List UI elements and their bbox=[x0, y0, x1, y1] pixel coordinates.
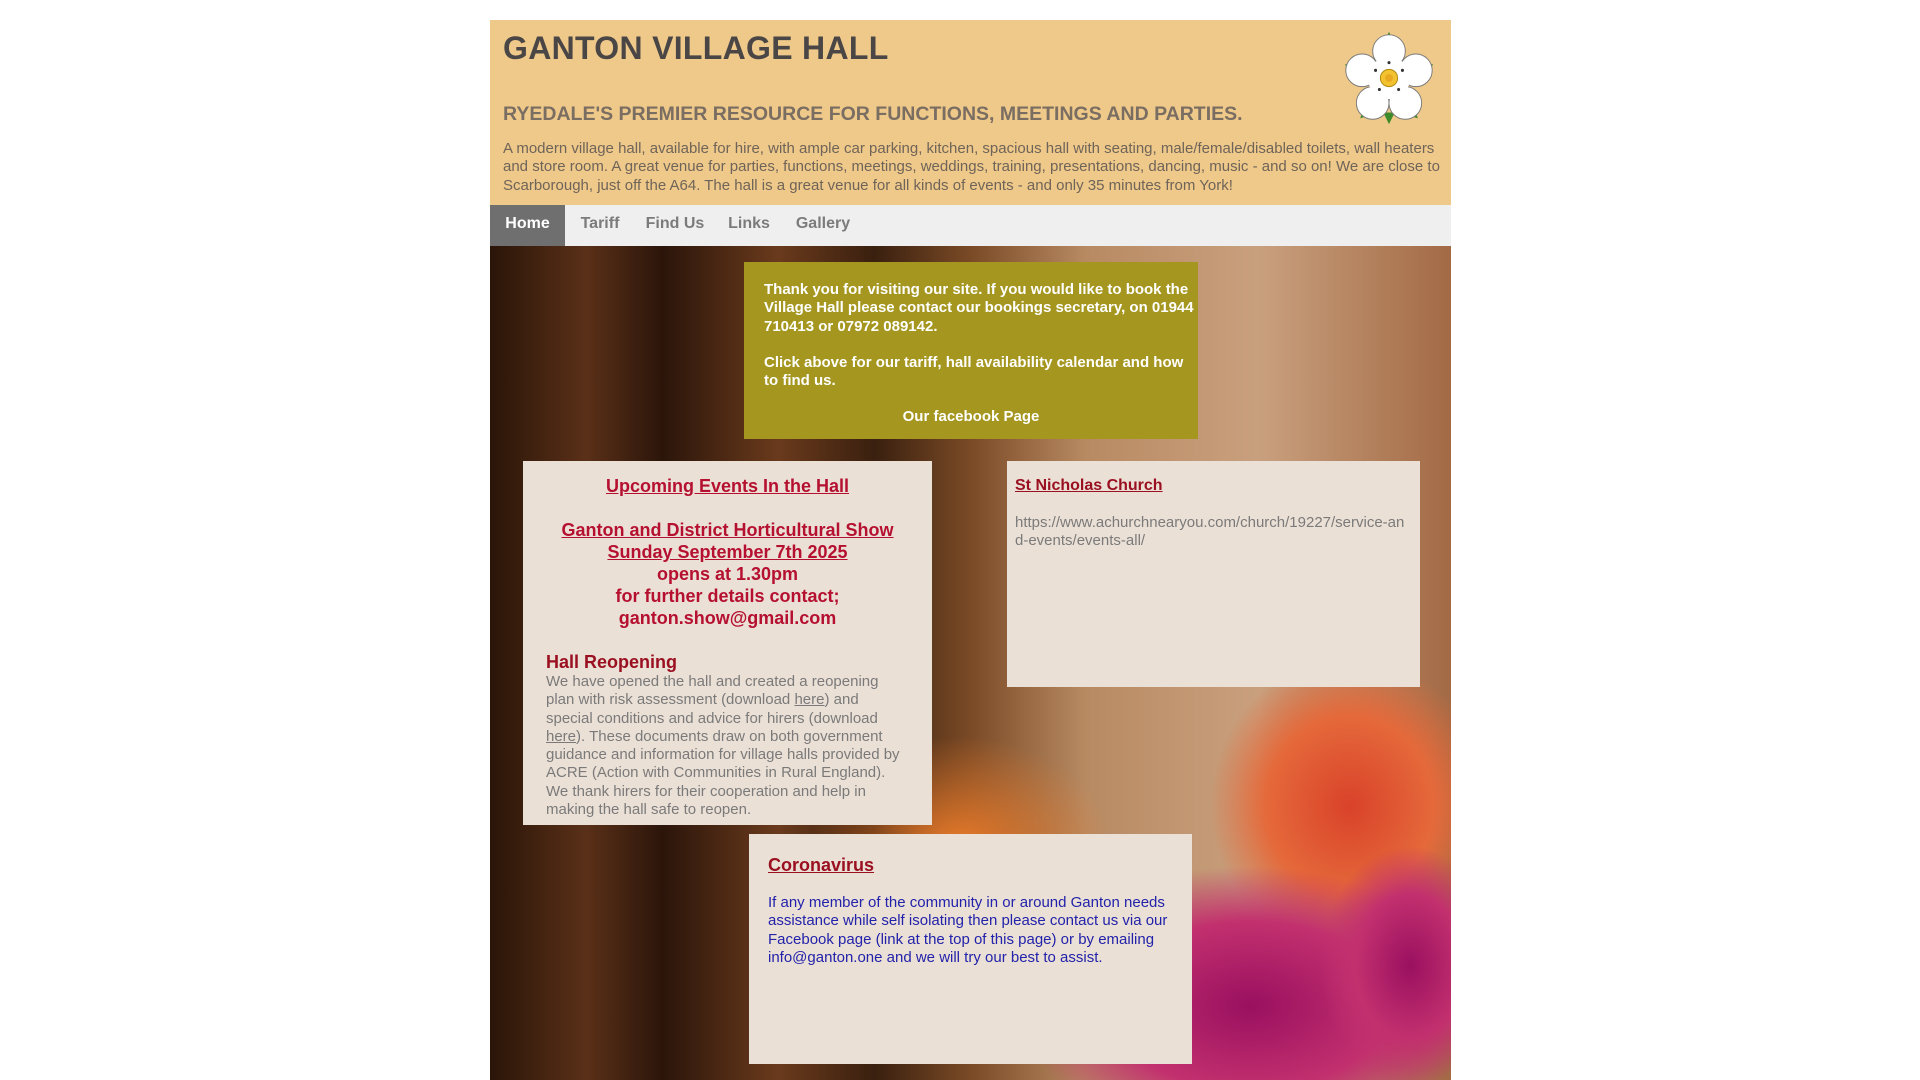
risk-assessment-download-link[interactable]: here bbox=[794, 691, 825, 709]
events-panel bbox=[523, 461, 932, 825]
site-header bbox=[490, 20, 1451, 205]
nav-tariff[interactable]: Tariff bbox=[580, 215, 620, 232]
nav-home[interactable]: Home bbox=[490, 205, 565, 246]
reopening-heading: Hall Reopening bbox=[546, 652, 678, 672]
nav-gallery[interactable]: Gallery bbox=[795, 215, 851, 232]
events-heading-link[interactable]: Upcoming Events In the Hall bbox=[605, 476, 850, 496]
coronavirus-text: If any member of the community in or around Ganton needs assistance while self isolating then please contact us via our Facebook page (link at the top of this page) or by emailing info@ganton.one and we will try our best to assist. bbox=[768, 894, 1168, 966]
site-title: GANTON VILLAGE HALL bbox=[503, 30, 889, 66]
reopening-text-part: ) and special conditions and advice for hirers (download bbox=[546, 691, 878, 727]
nav-links[interactable]: Links bbox=[728, 215, 770, 232]
intro-text: A modern village hall, available for hire, with ample car parking, kitchen, spacious hall with seating, male/female/disabled toilets, wall heaters and store room. A great venue for parties, functions, meetings, weddings, training, presentations, dancing, music - and so on! We are close to Scarborough, just off the A64. The hall is a great venue for all kinds of events - and only 35 minutes from York! bbox=[503, 140, 1440, 194]
coronavirus-heading-link[interactable]: Coronavirus bbox=[768, 855, 875, 875]
church-panel bbox=[1007, 461, 1420, 687]
page-wrapper bbox=[490, 20, 1451, 1080]
coronavirus-panel bbox=[749, 834, 1192, 1064]
show-opens: opens at 1.30pm bbox=[656, 564, 799, 584]
show-title-link[interactable]: Ganton and District Horticultural Show bbox=[561, 520, 894, 540]
show-email: ganton.show@gmail.com bbox=[618, 608, 837, 628]
reopening-text-part: We have opened the hall and created a reopening plan with risk assessment (download bbox=[546, 673, 879, 709]
reopening-text-part: ). These documents draw on both government guidance and information for village halls provided by ACRE (Action with Communities in Rural England). We thank hirers for their cooperation and help in making the hall safe to reopen. bbox=[546, 727, 900, 819]
reopening-text bbox=[546, 673, 909, 819]
booking-info: Thank you for visiting our site. If you would like to book the Village Hall please contact our bookings secretary, on 01944 710413 or 07972 089142. bbox=[764, 281, 1194, 335]
church-heading-link[interactable]: St Nicholas Church bbox=[1015, 477, 1163, 494]
hirer-conditions-download-link[interactable]: here bbox=[546, 727, 577, 745]
show-date-link[interactable]: Sunday September 7th 2025 bbox=[607, 542, 848, 562]
yorkshire-rose-icon bbox=[1340, 30, 1438, 126]
main-nav bbox=[490, 205, 1451, 246]
tariff-info: Click above for our tariff, hall availability calendar and how to find us. bbox=[764, 353, 1184, 390]
church-url-link[interactable]: https://www.achurchnearyou.com/church/19227/service-and-events/events-all/ bbox=[1015, 514, 1405, 550]
site-tagline: RYEDALE'S PREMIER RESOURCE FOR FUNCTIONS, MEETINGS AND PARTIES. bbox=[503, 103, 1243, 125]
nav-find-us[interactable]: Find Us bbox=[645, 215, 705, 232]
welcome-box bbox=[744, 262, 1198, 439]
show-contact: for further details contact; bbox=[615, 586, 840, 606]
content-area bbox=[490, 246, 1451, 1080]
facebook-link[interactable]: Our facebook Page bbox=[902, 408, 1040, 426]
